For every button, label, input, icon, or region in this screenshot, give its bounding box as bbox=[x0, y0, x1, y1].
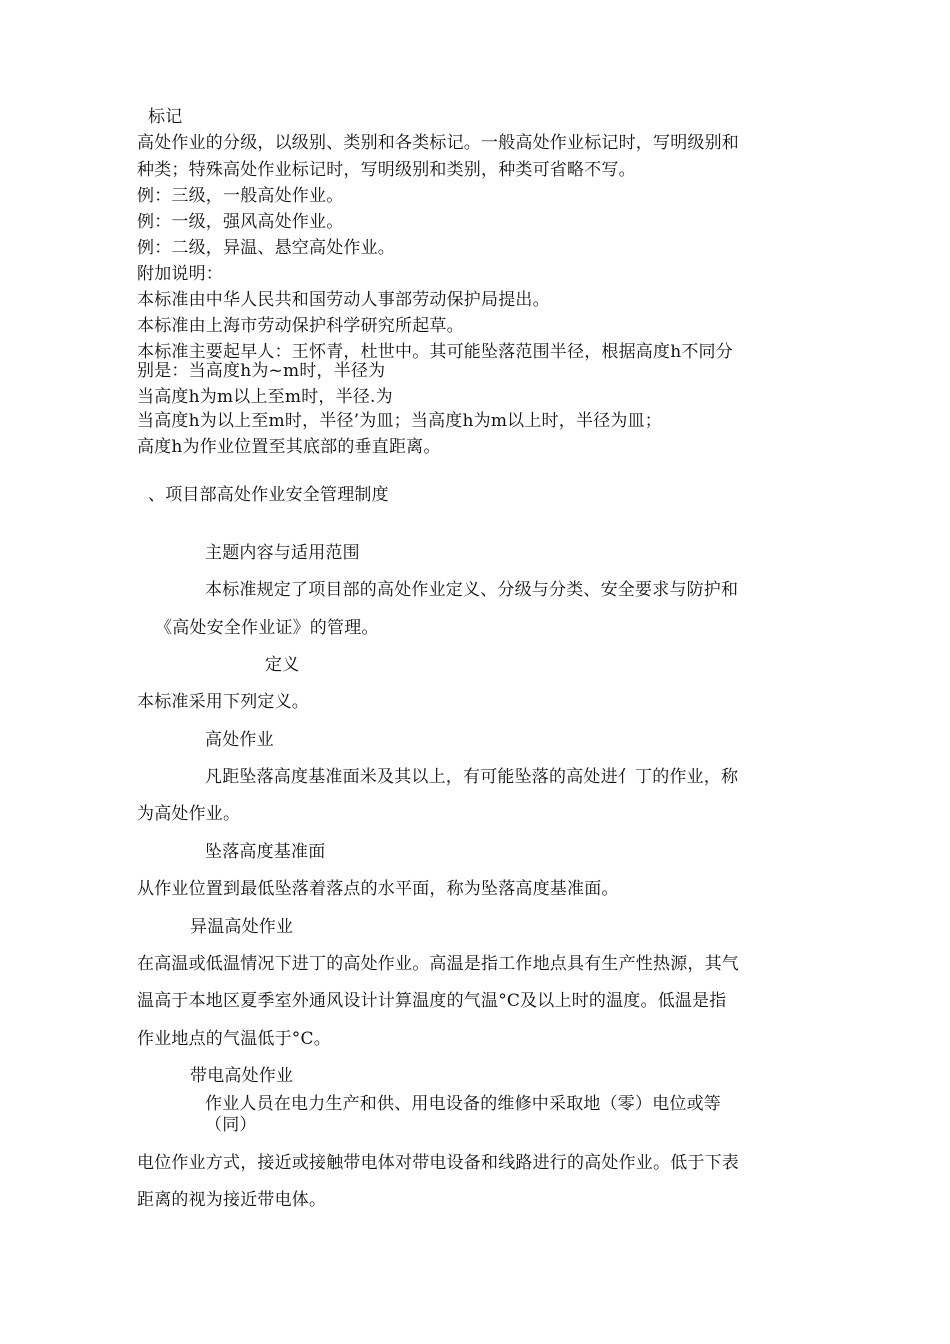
appendix-line: 当高度h为以上至m时，半径’为皿；当高度h为m以上时，半径为皿； bbox=[137, 411, 662, 431]
scope-heading: 主题内容与适用范围 bbox=[205, 543, 360, 563]
appendix-line: 别是：当高度h为~m时，半径为 bbox=[137, 361, 386, 381]
temperature-work-line: 温高于本地区夏季室外通风设计计算温度的气温°C及以上时的温度。低温是指 bbox=[137, 991, 727, 1011]
appendix-heading: 附加说明： bbox=[137, 264, 223, 284]
fall-datum-heading: 坠落高度基准面 bbox=[205, 842, 326, 862]
live-work-line: 距离的视为接近带电体。 bbox=[137, 1190, 327, 1210]
paragraph-line: 高处作业的分级，以级别、类别和各类标记。一般高处作业标记时，写明级别和 bbox=[137, 133, 739, 153]
definition-intro: 本标准采用下列定义。 bbox=[137, 692, 309, 712]
paragraph-line: 种类；特殊高处作业标记时，写明级别和类别，种类可省略不写。 bbox=[137, 160, 636, 180]
example-line: 例：二级，异温、悬空高处作业。 bbox=[137, 238, 395, 258]
temperature-work-heading: 异温高处作业 bbox=[190, 917, 294, 937]
work-at-height-line: 凡距坠落高度基准面米及其以上，有可能坠落的高处进亻丁的作业，称 bbox=[205, 767, 739, 787]
scope-line: 本标准规定了项目部的高处作业定义、分级与分类、安全要求与防护和 bbox=[205, 580, 739, 600]
fall-datum-line: 从作业位置到最低坠落着落点的水平面，称为坠落高度基准面。 bbox=[137, 879, 619, 899]
appendix-line: 当高度h为m以上至m时，半径.为 bbox=[137, 387, 393, 407]
work-at-height-line: 为高处作业。 bbox=[137, 804, 241, 824]
appendix-line: 高度h为作业位置至其底部的垂直距离。 bbox=[137, 437, 441, 457]
temperature-work-line: 在高温或低温情况下进丁的高处作业。高温是指工作地点具有生产性热源，其气 bbox=[137, 954, 739, 974]
definition-heading: 定义 bbox=[265, 655, 300, 675]
example-line: 例：三级，一般高处作业。 bbox=[137, 186, 344, 206]
live-work-line: 电位作业方式，接近或接触带电体对带电设备和线路进行的高处作业。低于下表 bbox=[137, 1153, 739, 1173]
work-at-height-heading: 高处作业 bbox=[205, 730, 274, 750]
section-heading-project: 、项目部高处作业安全管理制度 bbox=[148, 485, 389, 505]
example-line: 例：一级，强风高处作业。 bbox=[137, 212, 344, 232]
appendix-line: 本标准主要起早人：王怀青，杜世中。其可能坠落范围半径，根据高度h不同分 bbox=[137, 342, 733, 362]
section-heading-mark: 标记 bbox=[148, 107, 183, 127]
appendix-line: 本标准由上海市劳动保护科学研究所起草。 bbox=[137, 316, 464, 336]
temperature-work-line: 作业地点的气温低于°C。 bbox=[137, 1029, 331, 1049]
live-work-line: 作业人员在电力生产和供、用电设备的维修中采取地（零）电位或等 bbox=[205, 1094, 721, 1114]
scope-line: 《高处安全作业证》的管理。 bbox=[155, 618, 379, 638]
live-work-line: （同） bbox=[205, 1115, 257, 1135]
appendix-line: 本标准由中华人民共和国劳动人事部劳动保护局提出。 bbox=[137, 290, 550, 310]
live-work-heading: 带电高处作业 bbox=[190, 1066, 294, 1086]
